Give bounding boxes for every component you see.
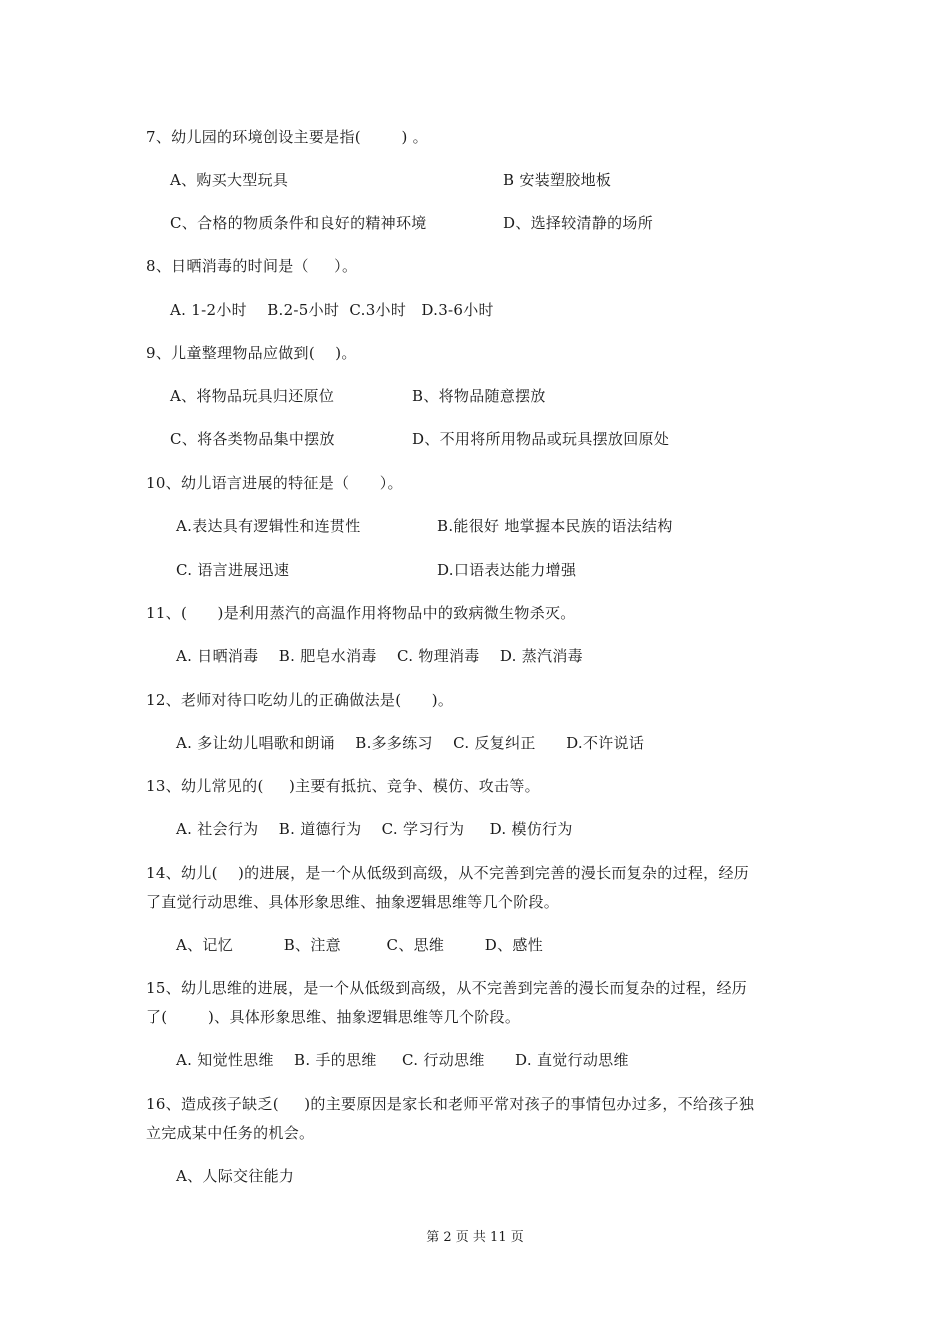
question-8-options: A. 1-2小时 B.2-5小时 C.3小时 D.3-6小时	[170, 301, 494, 319]
question-9-option-a: A、将物品玩具归还原位	[170, 387, 335, 405]
question-14-stem-line-1: 14、幼儿( )的进展，是一个从低级到高级，从不完善到完善的漫长而复杂的过程，经历	[146, 864, 750, 882]
question-9-option-c: C、将各类物品集中摆放	[170, 430, 335, 448]
question-7-option-a: A、购买大型玩具	[170, 171, 289, 189]
question-16-option-a: A、人际交往能力	[176, 1167, 295, 1185]
question-8-stem: 8、日晒消毒的时间是（ ）。	[146, 257, 358, 275]
question-16-stem-line-2: 立完成某中任务的机会。	[146, 1124, 315, 1142]
question-16-stem-line-1: 16、造成孩子缺乏( )的主要原因是家长和老师平常对孩子的事情包办过多，不给孩子独	[146, 1095, 755, 1113]
question-12-options: A. 多让幼儿唱歌和朗诵 B.多多练习 C. 反复纠正 D.不许说话	[176, 734, 645, 752]
question-7-option-b: B 安装塑胶地板	[503, 171, 612, 189]
question-12-stem: 12、老师对待口吃幼儿的正确做法是( )。	[146, 691, 454, 709]
question-9-option-d: D、不用将所用物品或玩具摆放回原处	[412, 430, 670, 448]
question-13-options: A. 社会行为 B. 道德行为 C. 学习行为 D. 模仿行为	[176, 820, 573, 838]
question-9-option-b: B、将物品随意摆放	[412, 387, 546, 405]
question-10-option-b: B.能很好 地掌握本民族的语法结构	[437, 517, 673, 535]
question-10-option-a: A.表达具有逻辑性和连贯性	[176, 517, 361, 535]
question-10-option-d: D.口语表达能力增强	[437, 561, 577, 579]
question-7-option-c: C、合格的物质条件和良好的精神环境	[170, 214, 427, 232]
question-10-option-c: C. 语言进展迅速	[176, 561, 290, 579]
question-7-option-d: D、选择较清静的场所	[503, 214, 654, 232]
question-11-stem: 11、( )是利用蒸汽的高温作用将物品中的致病微生物杀灭。	[146, 604, 576, 622]
question-7-stem: 7、幼儿园的环境创设主要是指( ) 。	[146, 128, 428, 146]
question-14-stem-line-2: 了直觉行动思维、具体形象思维、抽象逻辑思维等几个阶段。	[146, 893, 560, 911]
page-footer: 第 2 页 共 11 页	[426, 1230, 524, 1245]
question-9-stem: 9、儿童整理物品应做到( )。	[146, 344, 357, 362]
question-15-stem-line-2: 了( )、具体形象思维、抽象逻辑思维等几个阶段。	[146, 1008, 521, 1026]
question-14-options: A、记忆 B、注意 C、思维 D、感性	[176, 936, 543, 954]
question-15-stem-line-1: 15、幼儿思维的进展，是一个从低级到高级，从不完善到完善的漫长而复杂的过程，经历	[146, 979, 748, 997]
question-15-options: A. 知觉性思维 B. 手的思维 C. 行动思维 D. 直觉行动思维	[176, 1051, 629, 1069]
question-11-options: A. 日晒消毒 B. 肥皂水消毒 C. 物理消毒 D. 蒸汽消毒	[176, 647, 583, 665]
question-10-stem: 10、幼儿语言进展的特征是（ ）。	[146, 474, 403, 492]
question-13-stem: 13、幼儿常见的( )主要有抵抗、竞争、模仿、攻击等。	[146, 777, 540, 795]
